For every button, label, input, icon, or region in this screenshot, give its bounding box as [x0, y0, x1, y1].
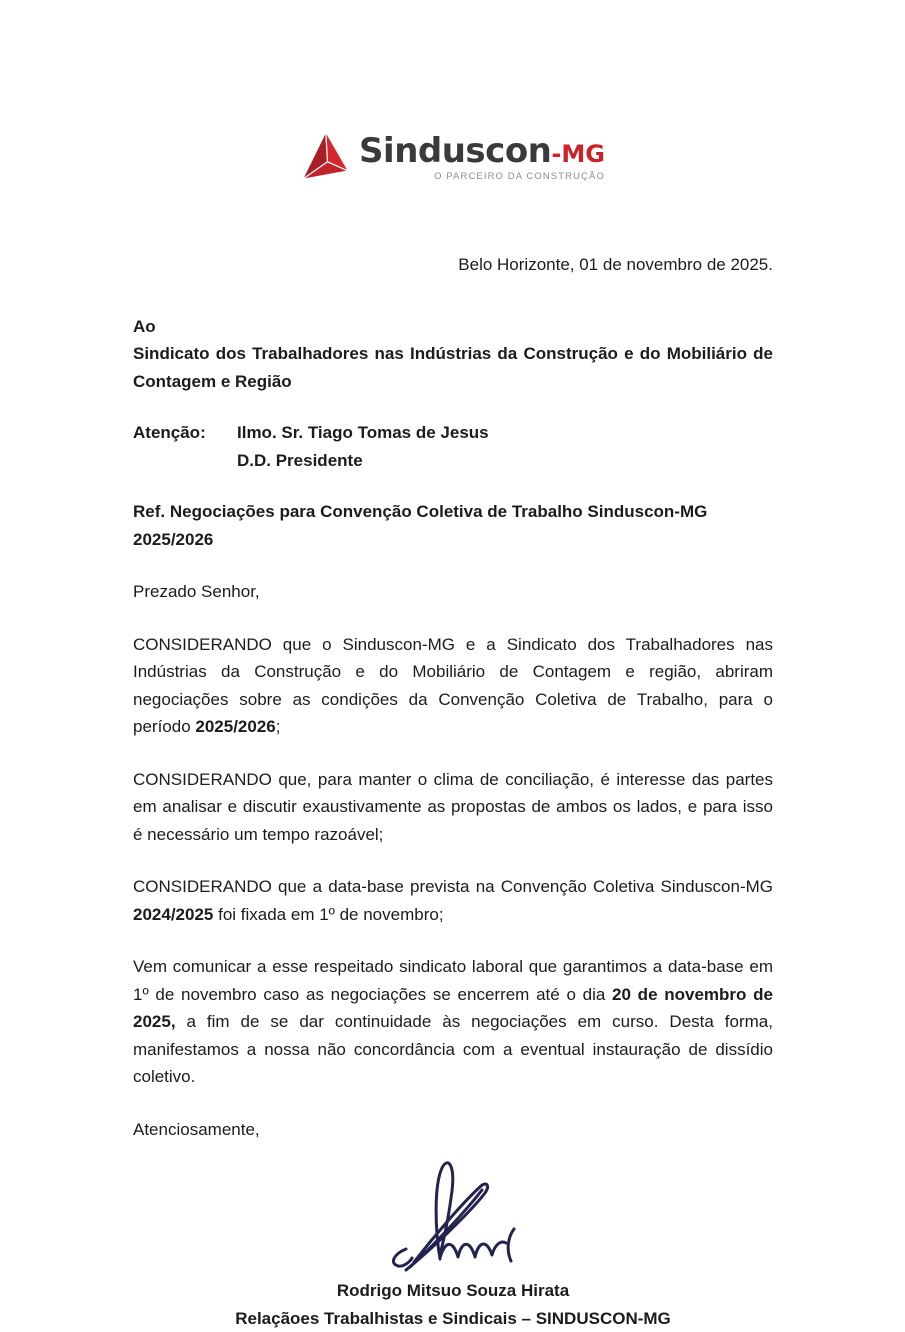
- attention-person-title: D.D. Presidente: [237, 447, 489, 475]
- paragraph-bold-text: 2024/2025: [133, 905, 213, 924]
- paragraph-text: foi fixada em 1º de novembro;: [213, 905, 443, 924]
- letter-body: [0, 251, 905, 1332]
- signatory-role: Relaçãoes Trabalhistas e Sindicais – SINDUSCON-MG: [133, 1305, 773, 1332]
- recipient-salutation: Ao: [133, 313, 773, 341]
- greeting: Prezado Senhor,: [133, 578, 773, 606]
- recipient-block: [133, 313, 773, 396]
- signatory-name: Rodrigo Mitsuo Souza Hirata: [133, 1277, 773, 1305]
- signatory-block: [133, 1277, 773, 1332]
- attention-value: [237, 419, 489, 474]
- attention-person-name: Ilmo. Sr. Tiago Tomas de Jesus: [237, 419, 489, 447]
- recipient-name: Sindicato dos Trabalhadores nas Indústrias da Construção e do Mobiliário de Contagem e Região: [133, 340, 773, 395]
- paragraph-bold-text: 20 de novembro de 2025,: [133, 985, 773, 1032]
- pyramid-logo-icon: [300, 128, 350, 189]
- closing: Atenciosamente,: [133, 1116, 773, 1144]
- paragraph-considerando-1: [133, 631, 773, 741]
- paragraph-text: CONSIDERANDO que, para manter o clima de conciliação, é interesse das partes em analisar e discutir exaustivamente as propostas de ambos os lados, e para isso é necessário um tempo razoável;: [133, 770, 773, 844]
- paragraph-bold-text: 2025/2026: [195, 717, 275, 736]
- paragraph-text: ;: [276, 717, 281, 736]
- date-line: Belo Horizonte, 01 de novembro de 2025.: [133, 251, 773, 279]
- paragraph-text: a fim de se dar continuidade às negociações em curso. Desta forma, manifestamos a nossa não concordância com a eventual instauração de dissídio coletivo.: [133, 1012, 773, 1086]
- logo-brand-suffix: -MG: [551, 142, 605, 166]
- logo-text: [359, 134, 605, 182]
- paragraph-text: CONSIDERANDO que o Sinduscon-MG e a Sindicato dos Trabalhadores nas Indústrias da Construção e do Mobiliário de Contagem e região, abriram negociações sobre as condições da Convenção Coletiva de Trabalho, para o período: [133, 635, 773, 737]
- attention-label: Atenção:: [133, 419, 237, 474]
- reference-line: Ref. Negociações para Convenção Coletiva de Trabalho Sinduscon-MG 2025/2026: [133, 498, 773, 553]
- logo-tagline: O PARCEIRO DA CONSTRUÇÃO: [434, 171, 605, 182]
- logo-brand-name: Sinduscon: [359, 134, 551, 168]
- attention-block: [133, 419, 773, 474]
- logo: [0, 0, 905, 189]
- paragraph-communication: [133, 953, 773, 1091]
- paragraph-text: CONSIDERANDO que a data-base prevista na Convenção Coletiva Sinduscon-MG: [133, 877, 773, 896]
- paragraph-text: Vem comunicar a esse respeitado sindicato laboral que garantimos a data-base em 1º de novembro caso as negociações se encerrem até o dia: [133, 957, 773, 1004]
- paragraph-considerando-3: [133, 873, 773, 928]
- paragraph-considerando-2: [133, 766, 773, 849]
- signature-image: [133, 1157, 773, 1275]
